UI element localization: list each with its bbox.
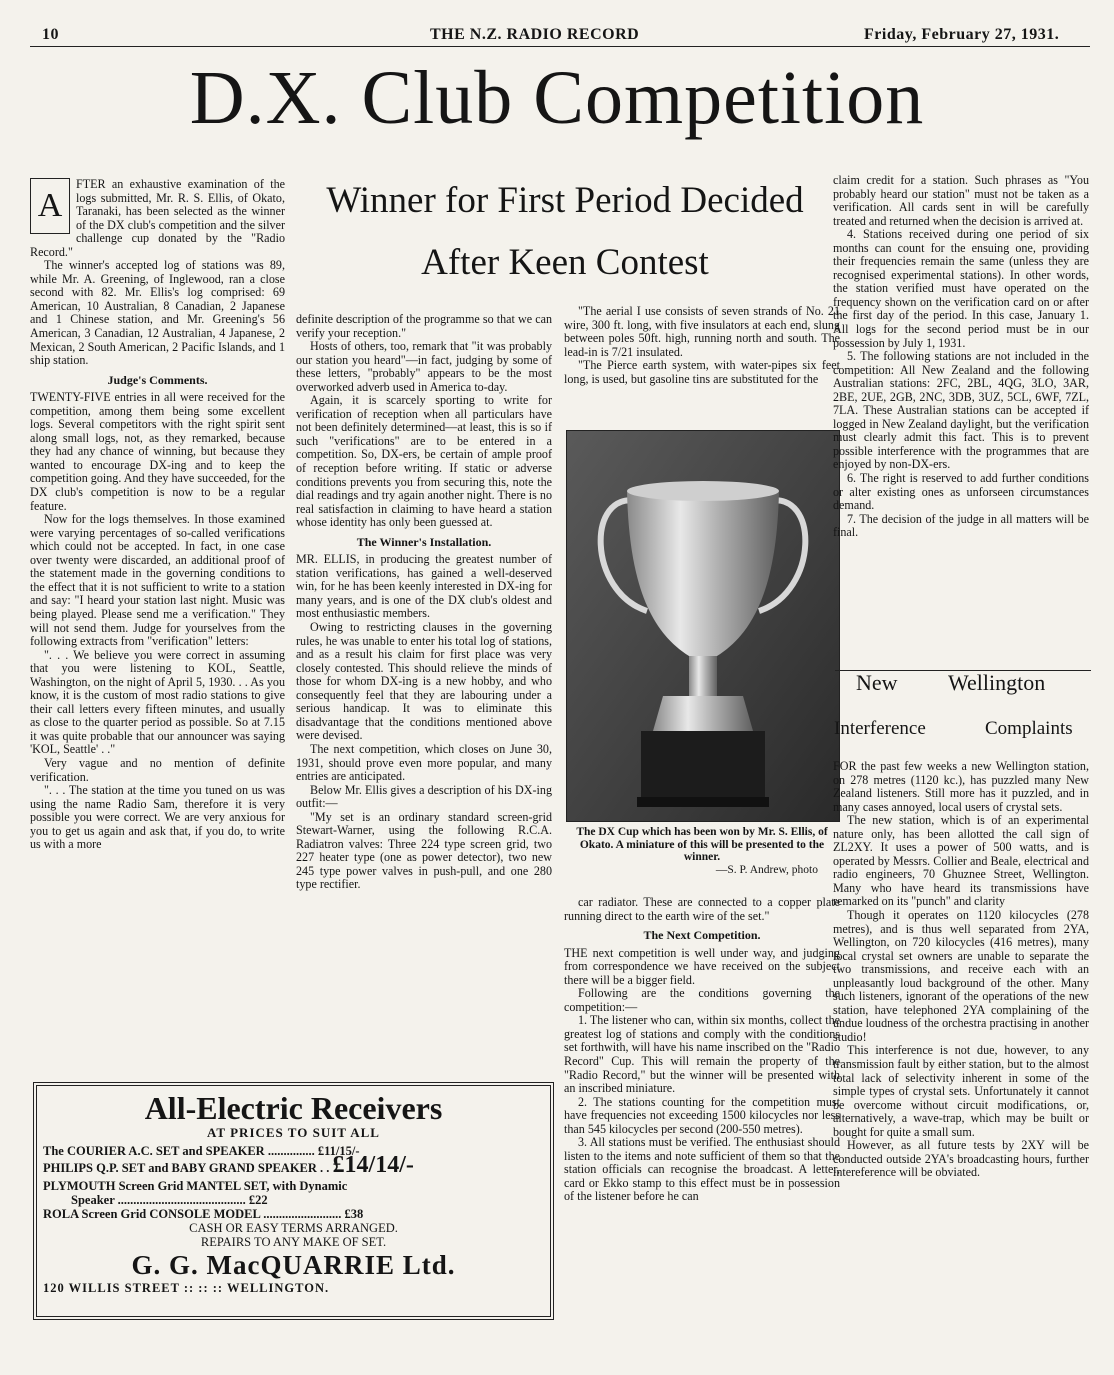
- photo-credit: —S. P. Andrew, photo: [715, 863, 818, 876]
- headline-wellington: Wellington: [948, 670, 1046, 695]
- paragraph: ". . . The station at the time you tuned on us was using the name Radio Sam, therefore it is very possible you were correct. We are very anxious for you to get us again and ask that, if you do, to write us with a more: [30, 783, 285, 852]
- header-rule: [30, 46, 1090, 47]
- ad-price-large: £14/14/-: [332, 1152, 414, 1178]
- paragraph: 3. All stations must be verified. The enthusiast should listen to the items and note sufficient of them so that the station officials can recognise the broadcast. A letter, card or Ekko stamp to this effect must be in possession of the listener before he can: [564, 1135, 840, 1204]
- headline-interference: Interference: [834, 718, 926, 739]
- ad-company: G. G. MacQUARRIE Ltd.: [131, 1250, 456, 1280]
- paragraph: 2. The stations counting for the competition must have frequencies not exceeding 1500 kilocycles nor less than 545 kilocycles per second (200-550 metres).: [564, 1094, 840, 1136]
- paragraph: Below Mr. Ellis gives a description of his DX-ing outfit:—: [296, 782, 552, 811]
- paragraph: Though it operates on 1120 kilocycles (278 metres), and is thus well separated from 2YA, Wellington, on 720 kilocycles (416 metres), many local crystal set owners are unable to separate the two transmissions, and receive each with an unpleasantly loud background of the other. Many such listeners, ignorant of the operations of the new station, have telephoned 2YA complaining of the undue loudness of the orchestra practising in another studio!: [833, 908, 1089, 1044]
- publication-name: THE N.Z. RADIO RECORD: [430, 26, 640, 43]
- headline-new: New: [856, 670, 898, 695]
- ad-repairs: REPAIRS TO ANY MAKE OF SET.: [200, 1235, 387, 1249]
- ad-title: All-Electric Receivers: [144, 1090, 443, 1126]
- article-column-3-top: [564, 305, 840, 386]
- paragraph: 5. The following stations are not included in the competition: All New Zealand and the following Australian stations: 2FC, 2BL, 4QG, 3LO, 3AR, 2BE, 2UE, 2GB, 2NC, 3DB, 3UZ, 5CL, 6WF, 7ZL, 7LA. These Australian stations can be accepted if logged in New Zealand daylight, but the verification must clearly admit this fact. This is to prevent possible interference with the programmes that are enjoyed by non-DX-ers.: [833, 349, 1089, 472]
- paragraph: FOR the past few weeks a new Wellington station, on 278 metres (1120 kc.), has puzzled many New Zealand listeners. Still more has it puzzled, and in many cases annoyed, local users of crystal sets.: [833, 759, 1089, 814]
- paragraph: Hosts of others, too, remark that "it was probably our station you heard"—in fact, judging by some of these letters, "probably" appears to be the most overworked adverb used in America to-day.: [296, 339, 552, 394]
- paragraph: car radiator. These are connected to a copper plate running direct to the earth wire of the set.": [564, 895, 840, 923]
- paragraph: However, as all future tests by 2XY will be conducted outside 2YA's broadcasting hours, further intereference will be obviated.: [833, 1138, 1089, 1180]
- trophy-cup-photo: [566, 430, 840, 822]
- trophy-cup-icon: [567, 431, 839, 821]
- ad-line: PLYMOUTH Screen Grid MANTEL SET, with Dynamic: [43, 1179, 348, 1193]
- article-column-1: [30, 178, 285, 852]
- subtitle-line-2: After Keen Contest: [421, 242, 709, 283]
- paragraph: "The aerial I use consists of seven strands of No. 21 wire, 300 ft. long, with five insulators at each end, slung between poles 50ft. high, running north and south. The lead-in is 7/21 insulated.: [564, 304, 840, 359]
- paragraph: ". . . We believe you were correct in assuming that you were listening to KOL, Seattle, Washington, on the night of April 5, 1930. . . As you know, it is the custom of most radio stations to give their call letters every fifteen minutes, and usually as close to the quarter period as possible. So at 7.15 it was quite probable that our announcer was saying 'KOL, Seattle' . .": [30, 647, 285, 757]
- ad-line: The COURIER A.C. SET and SPEAKER ............... £11/15/-: [43, 1144, 360, 1158]
- paragraph: Now for the logs themselves. In those examined were varying percentages of so-called verifications which could not be accepted. In fact, in one case over twenty were discarded, an additional proof of the statement made in the governing conditions to the effect that it is not sufficient to write to a station and say: "I heard your station last night. Music was being played. Please send me a verification." They will not send them. Judge for yourselves from the following extracts from "verification" letters:: [30, 512, 285, 649]
- ornamental-dropcap: A: [30, 178, 70, 234]
- paragraph: "The Pierce earth system, with water-pipes six feet long, is used, but gasoline tins are substituted for the: [564, 358, 840, 386]
- issue-date: Friday, February 27, 1931.: [864, 26, 1060, 43]
- ad-subtitle: AT PRICES TO SUIT ALL: [207, 1125, 380, 1140]
- article-column-4: [833, 174, 1089, 540]
- paragraph: TWENTY-FIVE entries in all were received for the competition, among them being some excellent logs. Several competitors with the right spirit sent along small logs, not, as they remarked, because they had any chance of winning, but because they wanted to encourage DX-ing and to keep the competition going. And they have succeeded, for the DX club's competition is now to be a regular feature.: [30, 390, 285, 513]
- paragraph: Again, it is scarcely sporting to write for verification of reception when all particulars have not been definitely determined—at least, this is so if such "verifications" are to be entered in a competition. So, DX-ers, be certain of ample proof of reception before writing. If static or adverse conditions prevents you from securing this, note the dial readings and try again another night. There is no real satisfaction in claiming to have heard a station whose identity has only been guessed at.: [296, 393, 552, 530]
- article-column-2: [296, 313, 552, 892]
- paragraph: Following are the conditions governing the competition:—: [564, 986, 840, 1014]
- paragraph: THE next competition is well under way, and judging from correspondence we have received on the subject there will be a bigger field.: [564, 945, 840, 987]
- paragraph: This interference is not due, however, to any transmission fault by either station, but to the almost total lack of selectivity inherent in some of the simple types of crystal sets. Unfortunately it cannot be overcome without circuit modifications, or, alternatively, a wave-trap, which may be built or bought for quite a small sum.: [833, 1043, 1089, 1139]
- paragraph: MR. ELLIS, in producing the greatest number of station verifications, has gained a well-deserved win, for he has been keenly interested in DX-ing for many years, and is one of the DX club's oldest and most enthusiastic members.: [296, 552, 552, 621]
- ad-line: [43, 1152, 544, 1178]
- section-heading: Judge's Comments.: [107, 372, 208, 387]
- paragraph: Owing to restricting clauses in the governing rules, he was unable to enter his total log of stations, and as a result his claim for first place was very closely contested. This should relieve the minds of those for whom DX-ing is a new hobby, and who consequently feel that they are labouring under a serious handicap. It was to eliminate this disadvantage that the conditions mentioned above were devised.: [296, 620, 552, 743]
- article-column-4-bottom: [833, 760, 1089, 1180]
- ad-address: 120 WILLIS STREET :: :: :: WELLINGTON.: [43, 1281, 330, 1295]
- ad-line: ROLA Screen Grid CONSOLE MODEL ......................... £38: [43, 1207, 364, 1221]
- ad-terms: CASH OR EASY TERMS ARRANGED.: [189, 1221, 398, 1235]
- main-title: D.X. Club Competition: [189, 56, 925, 140]
- ad-line-text: PHILIPS Q.P. SET and BABY GRAND SPEAKER . .: [43, 1161, 330, 1175]
- paragraph: 4. Stations received during one period of six months can count for the ensuing one, providing their frequencies remain the same (unless they are recognised experimental stations). In other words, the station verified must have operated on the frequency shown on the verification card on or after the first day of the period. In this case, January 1. All logs for the second period must be in our possession by July 1, 1931.: [833, 227, 1089, 350]
- caption-text: The DX Cup which has been won by Mr. S. Ellis, of Okato. A miniature of this will be presented to the winner.: [576, 826, 828, 863]
- photo-caption: [566, 826, 838, 876]
- paragraph: claim credit for a station. Such phrases as "You probably heard our station" must not be taken as a verification. All cards sent in will be carefully treated and returned when the decision is arrived at.: [833, 173, 1089, 228]
- paragraph: The next competition, which closes on June 30, 1931, should prove even more popular, and many entries are anticipated.: [296, 741, 552, 784]
- advertisement-box: [33, 1082, 554, 1320]
- page-number: 10: [42, 26, 59, 43]
- headline-complaints: Complaints: [985, 718, 1073, 739]
- paragraph: The new station, which is of an experimental nature only, has been allotted the call sign of ZL2XY. It uses a power of 500 watts, and is operated by Messrs. Collier and Beale, electrical and radio engineers, 70 Ghuznee Street, Wellington. Many who have heard its transmissions have remarked on its "punch" and clarity: [833, 813, 1089, 909]
- paragraph: definite description of the programme so that we can verify your reception.": [296, 312, 552, 340]
- paragraph: "My set is an ordinary standard screen-grid Stewart-Warner, using the following R.C.A. Radiatron valves: Three 224 type screen grid, two 227 heater type (one as power detector), two new 245 type power valves in push-pull, and one 280 type rectifier.: [296, 809, 552, 892]
- paragraph: 7. The decision of the judge in all matters will be final.: [833, 511, 1089, 540]
- subtitle-line-1: Winner for First Period Decided: [326, 180, 804, 221]
- ad-line: Speaker ......................................... £22: [71, 1193, 268, 1207]
- paragraph: The winner's accepted log of stations was 89, while Mr. A. Greening, of Inglewood, ran a close second with 82. Mr. Ellis's log comprised: 69 American, 10 Australian, 8 Canadian, 2 Japanese and 1 Chinese station, and Mr. Greening's 56 American, 3 Canadian, 12 Australian, 4 Japanese, 2 Mexican, 2 South American, 2 Pacific Islands, and 1 ship station.: [30, 258, 285, 368]
- article-column-3-bottom: [564, 896, 840, 1204]
- section-heading: The Winner's Installation.: [356, 534, 492, 549]
- paragraph: Very vague and no mention of definite verification.: [30, 755, 285, 784]
- paragraph: 1. The listener who can, within six months, collect the greatest log of stations and comply with the conditions set forthwith, will have his name inscribed on the "Radio Record" Cup. This will remain the property of the "Radio Record," but the winner will be presented with an inscribed miniature.: [564, 1013, 840, 1096]
- intro-paragraph: FTER an exhaustive examination of the logs submitted, Mr. R. S. Ellis, of Okato, Taranaki, has been selected as the winner of the DX club's competition and the silver challenge cup donated by the "Radio Record.": [30, 177, 285, 259]
- section-heading: The Next Competition.: [643, 928, 761, 943]
- paragraph: 6. The right is reserved to add further conditions or alter existing ones as unforseen circumstances demand.: [833, 471, 1089, 513]
